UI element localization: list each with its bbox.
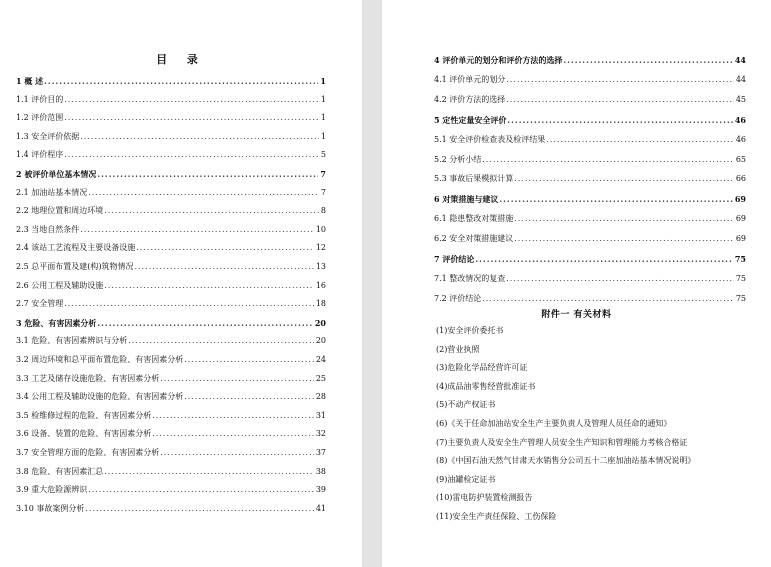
- toc-leader-dots: [506, 95, 734, 105]
- toc-entry-label: 3.3 工艺及储存设施危险、有害因素分析: [16, 373, 160, 383]
- toc-entry-label: 3.2 周边环境和总平面布置危险、有害因素分析: [16, 355, 184, 364]
- toc-page-number: 75: [735, 273, 746, 283]
- toc-page-number: 28: [315, 392, 326, 402]
- toc-entry-label: 3.1 危险、有害因素辨识与分析: [16, 336, 128, 346]
- toc-page-number: 5: [320, 150, 326, 160]
- toc-leader-dots: [64, 113, 319, 123]
- attachment-item: (4)成品油零售经营批准证书: [436, 381, 536, 391]
- toc-page-number: 69: [735, 234, 746, 244]
- attachment-item: (6)《关于任命加油站安全生产主要负责人及管理人员任命的通知》: [436, 419, 672, 428]
- toc-page-number: 10: [315, 224, 326, 234]
- toc-chapter-row: [434, 111, 746, 125]
- attachment-item: (5)不动产权证书: [436, 400, 496, 410]
- toc-entry-label: 3.10 事故案例分析: [16, 503, 85, 513]
- attachment-item: (9)油罐检定证书: [436, 474, 496, 484]
- toc-entry-label: 7.2 评价结论: [434, 293, 482, 303]
- toc-entry-row: [434, 290, 746, 304]
- toc-page-number: 41: [315, 503, 326, 513]
- toc-entry-label: 1.3 安全评价依据: [16, 131, 80, 141]
- toc-leader-dots: [80, 225, 314, 235]
- toc-entry-label: 3.9 重大危险源辨识: [16, 485, 88, 495]
- toc-page-number: 20: [314, 317, 326, 328]
- toc-page-number: 75: [735, 293, 746, 303]
- toc-entry-label: 2.4 该站工艺流程及主要设备设施: [16, 243, 136, 253]
- toc-leader-dots: [152, 429, 314, 439]
- toc-entry-row: [16, 128, 326, 142]
- toc-leader-dots: [184, 392, 314, 402]
- toc-entry-row: [434, 151, 746, 165]
- toc-entry-label: 2.6 公用工程及辅助设施: [16, 280, 104, 290]
- toc-page-number: 31: [315, 410, 326, 420]
- toc-entry-label: 3 危险、有害因素分析: [16, 317, 97, 328]
- toc-entry-row: [434, 210, 746, 224]
- toc-chapter-row: [16, 72, 326, 86]
- toc-entry-row: [434, 170, 746, 184]
- toc-entry-label: 5 定性定量安全评价: [434, 114, 507, 125]
- toc-page-number: 7: [320, 169, 326, 179]
- toc-entry-row: [16, 463, 326, 477]
- toc-entry-row: [16, 295, 326, 309]
- toc-leader-dots: [44, 76, 318, 86]
- attachment-title: 附件一 有关材料: [541, 310, 612, 320]
- toc-entry-label: 6.2 安全对策措施建议: [434, 234, 514, 244]
- attachment-item: (7)主要负责人及安全生产管理人员安全生产知识和管理能力考核合格证: [436, 437, 688, 447]
- toc-leader-dots: [104, 281, 314, 291]
- toc-page-number: 38: [315, 466, 326, 476]
- toc-entry-label: 6 对策措施与建议: [434, 194, 499, 205]
- page-gap: [362, 0, 382, 567]
- toc-leader-dots: [135, 262, 314, 272]
- toc-entry-row: [16, 221, 326, 235]
- toc-entry-label: 1 概 述: [16, 76, 44, 86]
- toc-leader-dots: [128, 336, 314, 346]
- toc-leader-dots: [85, 504, 313, 514]
- toc-page-number: 7: [320, 187, 326, 197]
- toc-entry-label: 3.7 安全管理方面的危险、有害因素分析: [16, 448, 160, 457]
- toc-entry-row: [16, 258, 326, 272]
- toc-entry-row: [16, 388, 326, 402]
- toc-leader-dots: [88, 188, 319, 198]
- toc-page-number: 37: [315, 448, 326, 457]
- toc-page-number: 44: [735, 74, 746, 84]
- toc-entry-label: 3.8 危险、有害因素汇总: [16, 466, 104, 476]
- toc-entry-label: 6.1 隐患整改对策措施: [434, 214, 514, 224]
- toc-leader-dots: [514, 174, 734, 184]
- toc-leader-dots: [514, 214, 734, 224]
- toc-leader-dots: [160, 374, 314, 384]
- toc-leader-dots: [88, 485, 314, 495]
- toc-entry-row: [434, 91, 746, 105]
- toc-leader-dots: [499, 194, 733, 204]
- toc-page-number: 39: [315, 485, 326, 495]
- toc-leader-dots: [507, 115, 733, 125]
- toc-page-number: 25: [315, 373, 326, 383]
- toc-entry-row: [16, 351, 326, 365]
- toc-leader-dots: [97, 169, 318, 179]
- toc-chapter-row: [434, 190, 746, 204]
- attachment-item: (8)《中国石油天然气甘肃天水销售分公司五十二座加油站基本情况说明》: [436, 456, 696, 466]
- toc-entry-row: [16, 332, 326, 346]
- toc-page-number: 12: [315, 243, 326, 253]
- attachment-item: (10)雷电防护装置检测报告: [436, 493, 533, 503]
- toc-leader-dots: [152, 411, 314, 421]
- toc-entry-label: 4.2 评价方法的选择: [434, 94, 506, 104]
- toc-leader-dots: [64, 95, 319, 105]
- toc-entry-label: 2.7 安全管理: [16, 299, 64, 309]
- toc-entry-label: 3.5 检维修过程的危险、有害因素分析: [16, 410, 152, 420]
- toc-entry-label: 5.1 安全评价检查表及检评结果: [434, 134, 546, 144]
- toc-entry-label: 5.3 事故后果模拟计算: [434, 174, 514, 184]
- toc-entry-label: 7 评价结论: [434, 254, 475, 264]
- toc-leader-dots: [184, 355, 314, 365]
- toc-page-number: 1: [320, 76, 326, 86]
- toc-leader-dots: [482, 294, 734, 304]
- toc-entry-row: [16, 277, 326, 291]
- toc-entry-row: [16, 109, 326, 123]
- toc-entry-label: 3.6 设备、装置的危险、有害因素分析: [16, 429, 152, 439]
- toc-entry-label: 2.1 加油站基本情况: [16, 187, 88, 197]
- toc-page-number: 75: [734, 254, 746, 264]
- toc-page-number: 20: [315, 336, 326, 346]
- toc-entry-label: 2 被评价单位基本情况: [16, 169, 97, 179]
- toc-page-number: 46: [734, 114, 746, 125]
- toc-leader-dots: [136, 243, 314, 253]
- toc-entry-row: [16, 239, 326, 253]
- toc-page-number: 46: [735, 134, 746, 144]
- toc-entry-row: [16, 481, 326, 495]
- attachment-item: (3)危险化学品经营许可证: [436, 363, 528, 373]
- toc-entry-row: [434, 230, 746, 244]
- toc-entry-row: [16, 444, 326, 458]
- toc-leader-dots: [506, 75, 734, 85]
- toc-page-number: 65: [735, 154, 746, 164]
- left-document-page: [0, 0, 362, 567]
- toc-page-number: 24: [315, 355, 326, 364]
- toc-leader-dots: [64, 299, 314, 309]
- toc-entry-row: [434, 270, 746, 284]
- attachment-item: (2)营业执照: [436, 344, 480, 354]
- toc-page-number: 69: [735, 214, 746, 224]
- toc-entry-row: [16, 184, 326, 198]
- toc-entry-label: 1.1 评价目的: [16, 94, 64, 104]
- toc-leader-dots: [160, 448, 314, 458]
- toc-chapter-row: [434, 51, 746, 65]
- toc-page-number: 13: [315, 262, 326, 271]
- toc-entry-row: [16, 146, 326, 160]
- toc-entry-label: 1.4 评价程序: [16, 150, 64, 160]
- attachment-item: (11)安全生产责任保险、工伤保险: [436, 512, 557, 521]
- toc-leader-dots: [80, 132, 319, 142]
- toc-entry-row: [16, 202, 326, 216]
- toc-leader-dots: [563, 55, 733, 65]
- toc-title: 目 录: [156, 53, 206, 66]
- toc-page-number: 1: [320, 113, 326, 123]
- right-document-page: [382, 0, 771, 567]
- toc-leader-dots: [97, 318, 313, 328]
- toc-page-number: 16: [315, 280, 326, 290]
- toc-leader-dots: [514, 234, 734, 244]
- toc-leader-dots: [104, 206, 319, 216]
- toc-entry-label: 4 评价单元的划分和评价方法的选择: [434, 55, 563, 65]
- attachment-item: (1)安全评价委托书: [436, 326, 504, 335]
- toc-page-number: 1: [320, 94, 326, 104]
- toc-entry-label: 5.2 分析小结: [434, 154, 482, 164]
- toc-entry-row: [16, 425, 326, 439]
- toc-entry-row: [16, 500, 326, 514]
- toc-page-number: 69: [734, 194, 746, 205]
- toc-entry-row: [434, 131, 746, 145]
- toc-entry-row: [16, 370, 326, 384]
- toc-leader-dots: [482, 155, 734, 165]
- toc-entry-row: [434, 71, 746, 85]
- toc-page-number: 44: [734, 55, 746, 65]
- toc-page-number: 32: [315, 429, 326, 439]
- toc-entry-label: 2.5 总平面布置及建(构)筑物情况: [16, 262, 134, 271]
- toc-page-number: 45: [735, 94, 746, 104]
- toc-entry-label: 7.1 整改情况的复查: [434, 273, 506, 283]
- toc-entry-row: [16, 91, 326, 105]
- toc-entry-label: 2.2 地理位置和周边环境: [16, 206, 104, 216]
- toc-leader-dots: [64, 150, 319, 160]
- toc-entry-label: 2.3 当地自然条件: [16, 224, 80, 234]
- toc-leader-dots: [104, 467, 314, 477]
- toc-leader-dots: [506, 274, 734, 284]
- toc-page-number: 18: [315, 299, 326, 309]
- toc-entry-row: [16, 407, 326, 421]
- toc-leader-dots: [546, 135, 734, 145]
- toc-entry-label: 3.4 公用工程及辅助设施的危险、有害因素分析: [16, 392, 184, 402]
- toc-chapter-row: [16, 165, 326, 179]
- toc-entry-label: 4.1 评价单元的划分: [434, 74, 506, 84]
- toc-page-number: 8: [320, 206, 326, 216]
- toc-entry-label: 1.2 评价范围: [16, 113, 64, 123]
- toc-chapter-row: [434, 250, 746, 264]
- toc-page-number: 1: [320, 131, 326, 141]
- toc-chapter-row: [16, 314, 326, 328]
- toc-page-number: 66: [735, 174, 746, 184]
- toc-leader-dots: [475, 254, 733, 264]
